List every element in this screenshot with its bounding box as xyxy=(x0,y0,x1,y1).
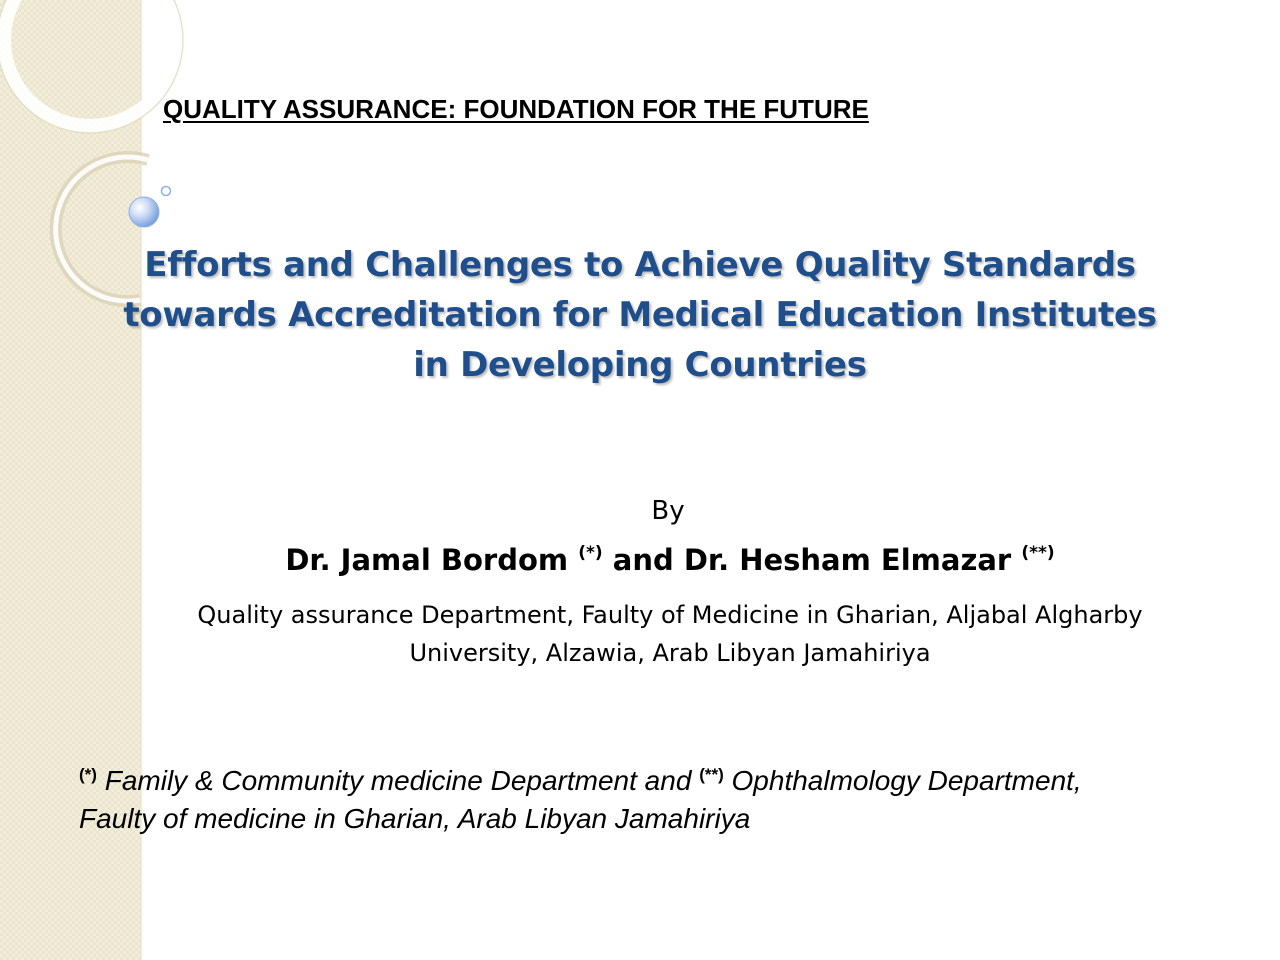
footnote-mark: (**) xyxy=(699,765,724,784)
author-name: Dr. Hesham Elmazar xyxy=(683,543,1012,577)
author-mark: (*) xyxy=(578,543,603,563)
authors-conjunction: and xyxy=(612,543,674,577)
slide-title xyxy=(80,240,1200,390)
affiliation-line: University, Alzawia, Arab Libyan Jamahiriya xyxy=(409,639,931,667)
title-line: Efforts and Challenges to Achieve Quality Standards xyxy=(144,245,1136,285)
affiliation-line: Quality assurance Department, Faulty of Medicine in Gharian, Aljabal Algharby xyxy=(197,601,1143,629)
large-ring xyxy=(4,0,176,126)
byline: By xyxy=(651,496,685,526)
author-name: Dr. Jamal Bordom xyxy=(285,543,569,577)
authors-line xyxy=(140,543,1200,577)
footnote-mark: (*) xyxy=(79,765,97,784)
footnote-text: Family & Community medicine Department and xyxy=(104,765,692,796)
footnote-line xyxy=(79,756,1259,800)
title-line: in Developing Countries xyxy=(413,345,867,385)
affiliation xyxy=(140,596,1200,672)
orb-icon xyxy=(129,197,159,227)
small-orb-icon xyxy=(162,187,171,196)
slide-header: QUALITY ASSURANCE: FOUNDATION FOR THE FUTURE xyxy=(163,94,869,124)
footnote xyxy=(79,756,1259,838)
large-ring-outline xyxy=(0,0,183,133)
author-mark: (**) xyxy=(1021,543,1055,563)
footnote-line: Faulty of medicine in Gharian, Arab Libyan Jamahiriya xyxy=(79,803,751,834)
footnote-text: Ophthalmology Department, xyxy=(731,765,1082,796)
title-line: towards Accreditation for Medical Education Institutes xyxy=(123,295,1157,335)
